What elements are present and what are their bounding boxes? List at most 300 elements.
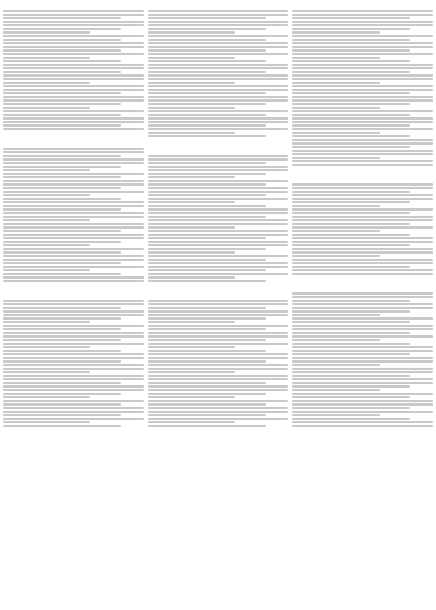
text-line-placeholder [3, 128, 144, 130]
text-line-placeholder [148, 132, 235, 134]
text-line-placeholder [292, 212, 410, 214]
text-line-placeholder [292, 219, 433, 221]
text-line-placeholder [148, 89, 289, 91]
text-line-placeholder [3, 357, 144, 359]
text-line-placeholder [3, 421, 90, 423]
text-line-placeholder [3, 234, 144, 236]
text-line-placeholder [3, 389, 144, 391]
text-line-placeholder [3, 39, 121, 41]
text-line-placeholder [292, 135, 410, 137]
text-line-placeholder [292, 389, 379, 391]
text-line-placeholder [3, 321, 90, 323]
text-line-placeholder [148, 92, 266, 94]
text-line-placeholder [292, 244, 410, 246]
text-line-placeholder [148, 176, 235, 178]
text-line-placeholder [292, 396, 410, 398]
text-line-placeholder [292, 146, 410, 148]
text-line-placeholder [292, 230, 379, 232]
section-body [292, 10, 433, 166]
text-line-placeholder [292, 226, 433, 228]
text-line-placeholder [148, 234, 289, 236]
text-line-placeholder [148, 162, 266, 164]
text-line-placeholder [148, 208, 289, 210]
text-line-placeholder [292, 259, 433, 261]
text-line-placeholder [3, 201, 144, 203]
text-line-placeholder [3, 191, 144, 193]
text-line-placeholder [148, 385, 289, 387]
text-line-placeholder [148, 64, 289, 66]
section-body [148, 300, 289, 427]
text-line-placeholder [148, 368, 289, 370]
text-line-placeholder [292, 57, 379, 59]
text-line-placeholder [3, 346, 90, 348]
text-line-placeholder [3, 393, 121, 395]
column-grid [3, 4, 433, 606]
text-line-placeholder [292, 382, 433, 384]
text-line-placeholder [148, 382, 266, 384]
text-line-placeholder [3, 99, 144, 101]
text-line-placeholder [148, 266, 289, 268]
text-line-placeholder [148, 262, 289, 264]
text-line-placeholder [292, 205, 379, 207]
text-line-placeholder [292, 92, 410, 94]
text-line-placeholder [148, 187, 289, 189]
text-line-placeholder [3, 173, 144, 175]
text-line-placeholder [292, 223, 410, 225]
text-line-placeholder [3, 343, 144, 345]
text-line-placeholder [3, 183, 144, 185]
column-right [292, 4, 433, 606]
text-line-placeholder [292, 269, 433, 271]
text-line-placeholder [292, 339, 379, 341]
text-line-placeholder [3, 205, 144, 207]
text-line-placeholder [148, 251, 235, 253]
text-line-placeholder [3, 92, 121, 94]
text-line-placeholder [292, 325, 433, 327]
text-line-placeholder [3, 251, 121, 253]
section-body [148, 10, 289, 137]
text-line-placeholder [292, 82, 379, 84]
text-line-placeholder [292, 393, 433, 395]
text-line-placeholder [292, 216, 433, 218]
text-line-placeholder [3, 67, 144, 69]
text-line-placeholder [3, 166, 121, 168]
text-line-placeholder [292, 17, 410, 19]
text-line-placeholder [292, 85, 433, 87]
text-line-placeholder [148, 74, 289, 76]
text-line-placeholder [292, 403, 433, 405]
text-line-placeholder [148, 24, 289, 26]
text-line-placeholder [148, 307, 266, 309]
text-line-placeholder [292, 78, 433, 80]
text-line-placeholder [3, 382, 121, 384]
text-line-placeholder [148, 180, 289, 182]
text-line-placeholder [148, 400, 289, 402]
text-line-placeholder [3, 85, 144, 87]
text-line-placeholder [292, 67, 433, 69]
text-line-placeholder [292, 21, 433, 23]
text-line-placeholder [292, 350, 433, 352]
text-line-placeholder [3, 35, 144, 37]
text-line-placeholder [292, 49, 410, 51]
text-line-placeholder [3, 244, 90, 246]
text-line-placeholder [148, 14, 289, 16]
text-line-placeholder [148, 328, 266, 330]
section-heading [3, 142, 144, 147]
text-line-placeholder [148, 259, 266, 261]
text-line-placeholder [3, 110, 144, 112]
text-line-placeholder [148, 414, 266, 416]
text-line-placeholder [3, 64, 144, 66]
text-line-placeholder [292, 321, 410, 323]
text-line-placeholder [3, 378, 144, 380]
text-line-placeholder [148, 103, 266, 105]
text-line-placeholder [148, 411, 289, 413]
text-line-placeholder [292, 296, 433, 298]
text-line-placeholder [3, 350, 121, 352]
text-line-placeholder [3, 53, 144, 55]
text-line-placeholder [3, 216, 144, 218]
text-line-placeholder [292, 237, 433, 239]
text-line-placeholder [148, 166, 289, 168]
text-line-placeholder [3, 169, 90, 171]
text-line-placeholder [292, 14, 433, 16]
text-line-placeholder [3, 266, 144, 268]
text-line-placeholder [148, 248, 266, 250]
text-line-placeholder [292, 385, 410, 387]
text-line-placeholder [148, 325, 289, 327]
text-line-placeholder [148, 378, 289, 380]
section-heading [148, 4, 289, 9]
text-line-placeholder [148, 183, 266, 185]
text-line-placeholder [292, 142, 433, 144]
text-line-placeholder [292, 183, 433, 185]
text-line-placeholder [148, 255, 289, 257]
text-line-placeholder [292, 266, 410, 268]
text-line-placeholder [3, 255, 144, 257]
text-line-placeholder [292, 400, 433, 402]
section-heading [148, 294, 289, 299]
text-line-placeholder [148, 201, 235, 203]
text-line-placeholder [148, 194, 266, 196]
text-line-placeholder [292, 132, 379, 134]
text-line-placeholder [3, 280, 144, 282]
text-line-placeholder [3, 198, 121, 200]
text-line-placeholder [292, 74, 433, 76]
text-line-placeholder [148, 99, 289, 101]
text-line-placeholder [3, 403, 121, 405]
text-line-placeholder [292, 425, 433, 427]
text-line-placeholder [292, 317, 433, 319]
text-line-placeholder [3, 307, 121, 309]
text-line-placeholder [148, 21, 289, 23]
text-line-placeholder [292, 357, 433, 359]
text-line-placeholder [148, 96, 289, 98]
text-line-placeholder [148, 226, 235, 228]
text-line-placeholder [292, 303, 433, 305]
text-line-placeholder [148, 155, 289, 157]
text-line-placeholder [292, 262, 433, 264]
text-line-placeholder [148, 364, 289, 366]
text-line-placeholder [148, 339, 266, 341]
text-line-placeholder [3, 407, 144, 409]
text-line-placeholder [292, 71, 410, 73]
text-line-placeholder [3, 49, 121, 51]
text-line-placeholder [148, 303, 289, 305]
text-line-placeholder [3, 368, 144, 370]
text-line-placeholder [292, 307, 433, 309]
text-line-placeholder [3, 241, 121, 243]
text-line-placeholder [148, 350, 266, 352]
text-line-placeholder [3, 89, 144, 91]
text-line-placeholder [292, 114, 410, 116]
text-line-placeholder [292, 314, 379, 316]
section [148, 149, 289, 284]
text-line-placeholder [3, 317, 121, 319]
text-line-placeholder [292, 343, 410, 345]
text-line-placeholder [3, 212, 144, 214]
text-line-placeholder [292, 28, 410, 30]
text-line-placeholder [292, 107, 379, 109]
text-line-placeholder [148, 71, 266, 73]
column-middle [148, 4, 289, 606]
text-line-placeholder [292, 198, 433, 200]
text-line-placeholder [292, 234, 410, 236]
text-line-placeholder [292, 353, 410, 355]
text-line-placeholder [292, 273, 433, 275]
text-line-placeholder [292, 89, 433, 91]
text-line-placeholder [148, 205, 266, 207]
text-line-placeholder [148, 17, 266, 19]
text-line-placeholder [148, 31, 235, 33]
text-line-placeholder [3, 194, 90, 196]
text-line-placeholder [3, 314, 144, 316]
text-line-placeholder [3, 371, 90, 373]
section-heading [148, 149, 289, 154]
text-line-placeholder [3, 396, 90, 398]
text-line-placeholder [148, 269, 266, 271]
text-line-placeholder [148, 223, 289, 225]
text-line-placeholder [3, 400, 144, 402]
text-line-placeholder [292, 255, 379, 257]
text-line-placeholder [292, 99, 433, 101]
text-line-placeholder [292, 160, 433, 162]
text-line-placeholder [292, 164, 433, 166]
text-line-placeholder [148, 35, 289, 37]
text-line-placeholder [148, 49, 266, 51]
text-line-placeholder [292, 117, 433, 119]
text-line-placeholder [3, 31, 90, 33]
text-line-placeholder [148, 78, 289, 80]
text-line-placeholder [148, 332, 289, 334]
section-heading [292, 286, 433, 291]
text-line-placeholder [292, 96, 433, 98]
text-line-placeholder [292, 150, 433, 152]
text-line-placeholder [148, 67, 289, 69]
text-line-placeholder [292, 292, 433, 294]
text-line-placeholder [3, 360, 121, 362]
section [148, 294, 289, 429]
text-line-placeholder [3, 158, 144, 160]
text-line-placeholder [148, 110, 289, 112]
text-line-placeholder [3, 107, 90, 109]
text-line-placeholder [292, 208, 433, 210]
text-line-placeholder [292, 53, 433, 55]
text-line-placeholder [3, 414, 121, 416]
text-line-placeholder [292, 128, 433, 130]
text-line-placeholder [3, 57, 90, 59]
text-line-placeholder [3, 103, 121, 105]
section [3, 142, 144, 284]
text-line-placeholder [292, 414, 379, 416]
text-line-placeholder [148, 237, 266, 239]
text-line-placeholder [292, 153, 433, 155]
text-line-placeholder [148, 418, 289, 420]
section [292, 4, 433, 167]
text-line-placeholder [292, 241, 433, 243]
text-line-placeholder [148, 173, 266, 175]
text-line-placeholder [292, 42, 433, 44]
text-line-placeholder [3, 262, 121, 264]
text-line-placeholder [148, 42, 289, 44]
column-left [3, 4, 144, 606]
text-line-placeholder [148, 219, 289, 221]
text-line-placeholder [3, 10, 144, 12]
section [292, 177, 433, 276]
text-line-placeholder [3, 28, 121, 30]
text-line-placeholder [148, 241, 289, 243]
text-line-placeholder [292, 121, 433, 123]
text-line-placeholder [3, 269, 90, 271]
text-line-placeholder [3, 223, 144, 225]
text-line-placeholder [148, 46, 289, 48]
text-line-placeholder [3, 411, 144, 413]
text-line-placeholder [292, 251, 433, 253]
text-line-placeholder [3, 155, 121, 157]
text-line-placeholder [3, 310, 144, 312]
section-heading [3, 4, 144, 9]
text-line-placeholder [148, 39, 266, 41]
text-line-placeholder [3, 14, 144, 16]
section-body [3, 148, 144, 283]
text-line-placeholder [148, 393, 266, 395]
text-line-placeholder [292, 194, 433, 196]
text-line-placeholder [292, 378, 433, 380]
text-line-placeholder [3, 71, 121, 73]
text-line-placeholder [292, 248, 433, 250]
text-line-placeholder [148, 244, 289, 246]
text-line-placeholder [3, 187, 121, 189]
text-line-placeholder [292, 421, 433, 423]
text-line-placeholder [148, 216, 266, 218]
section [292, 286, 433, 428]
text-line-placeholder [148, 389, 289, 391]
text-line-placeholder [3, 176, 121, 178]
text-line-placeholder [292, 335, 433, 337]
text-line-placeholder [292, 332, 410, 334]
text-line-placeholder [3, 237, 144, 239]
text-line-placeholder [3, 117, 144, 119]
text-line-placeholder [292, 375, 410, 377]
text-line-placeholder [3, 276, 144, 278]
text-line-placeholder [3, 78, 144, 80]
text-line-placeholder [3, 303, 144, 305]
text-line-placeholder [148, 310, 289, 312]
text-line-placeholder [292, 39, 410, 41]
section-body [3, 10, 144, 130]
text-line-placeholder [148, 425, 266, 427]
text-line-placeholder [3, 219, 90, 221]
text-line-placeholder [3, 325, 144, 327]
text-line-placeholder [148, 117, 289, 119]
text-line-placeholder [3, 226, 144, 228]
text-line-placeholder [148, 135, 266, 137]
text-line-placeholder [292, 411, 433, 413]
text-line-placeholder [292, 371, 433, 373]
text-line-placeholder [148, 357, 289, 359]
text-line-placeholder [148, 371, 235, 373]
text-line-placeholder [292, 328, 433, 330]
text-line-placeholder [292, 64, 433, 66]
text-line-placeholder [148, 375, 289, 377]
text-line-placeholder [292, 24, 433, 26]
text-line-placeholder [148, 314, 289, 316]
section-heading [3, 294, 144, 299]
section [3, 294, 144, 429]
text-line-placeholder [292, 418, 410, 420]
text-line-placeholder [148, 60, 266, 62]
section-body [292, 292, 433, 427]
text-line-placeholder [3, 259, 144, 261]
text-line-placeholder [148, 230, 289, 232]
text-line-placeholder [148, 346, 235, 348]
text-line-placeholder [148, 273, 289, 275]
text-line-placeholder [292, 46, 433, 48]
text-line-placeholder [148, 198, 289, 200]
text-line-placeholder [3, 353, 144, 355]
text-line-placeholder [148, 191, 289, 193]
text-line-placeholder [292, 187, 433, 189]
text-line-placeholder [3, 114, 121, 116]
text-line-placeholder [148, 403, 266, 405]
text-line-placeholder [292, 360, 433, 362]
text-line-placeholder [3, 121, 144, 123]
text-line-placeholder [3, 335, 144, 337]
text-line-placeholder [148, 407, 289, 409]
text-line-placeholder [148, 85, 289, 87]
text-line-placeholder [148, 124, 266, 126]
text-line-placeholder [148, 343, 289, 345]
text-line-placeholder [292, 10, 433, 12]
text-line-placeholder [3, 124, 121, 126]
text-line-placeholder [148, 28, 266, 30]
text-line-placeholder [292, 110, 433, 112]
text-line-placeholder [148, 421, 235, 423]
text-line-placeholder [148, 335, 289, 337]
text-line-placeholder [3, 24, 144, 26]
section-body [292, 183, 433, 275]
text-line-placeholder [292, 103, 410, 105]
section [148, 4, 289, 139]
text-line-placeholder [292, 300, 410, 302]
text-line-placeholder [148, 169, 289, 171]
text-line-placeholder [148, 317, 266, 319]
text-line-placeholder [292, 35, 433, 37]
text-line-placeholder [3, 425, 121, 427]
text-line-placeholder [148, 107, 235, 109]
text-line-placeholder [292, 201, 410, 203]
text-line-placeholder [148, 276, 235, 278]
